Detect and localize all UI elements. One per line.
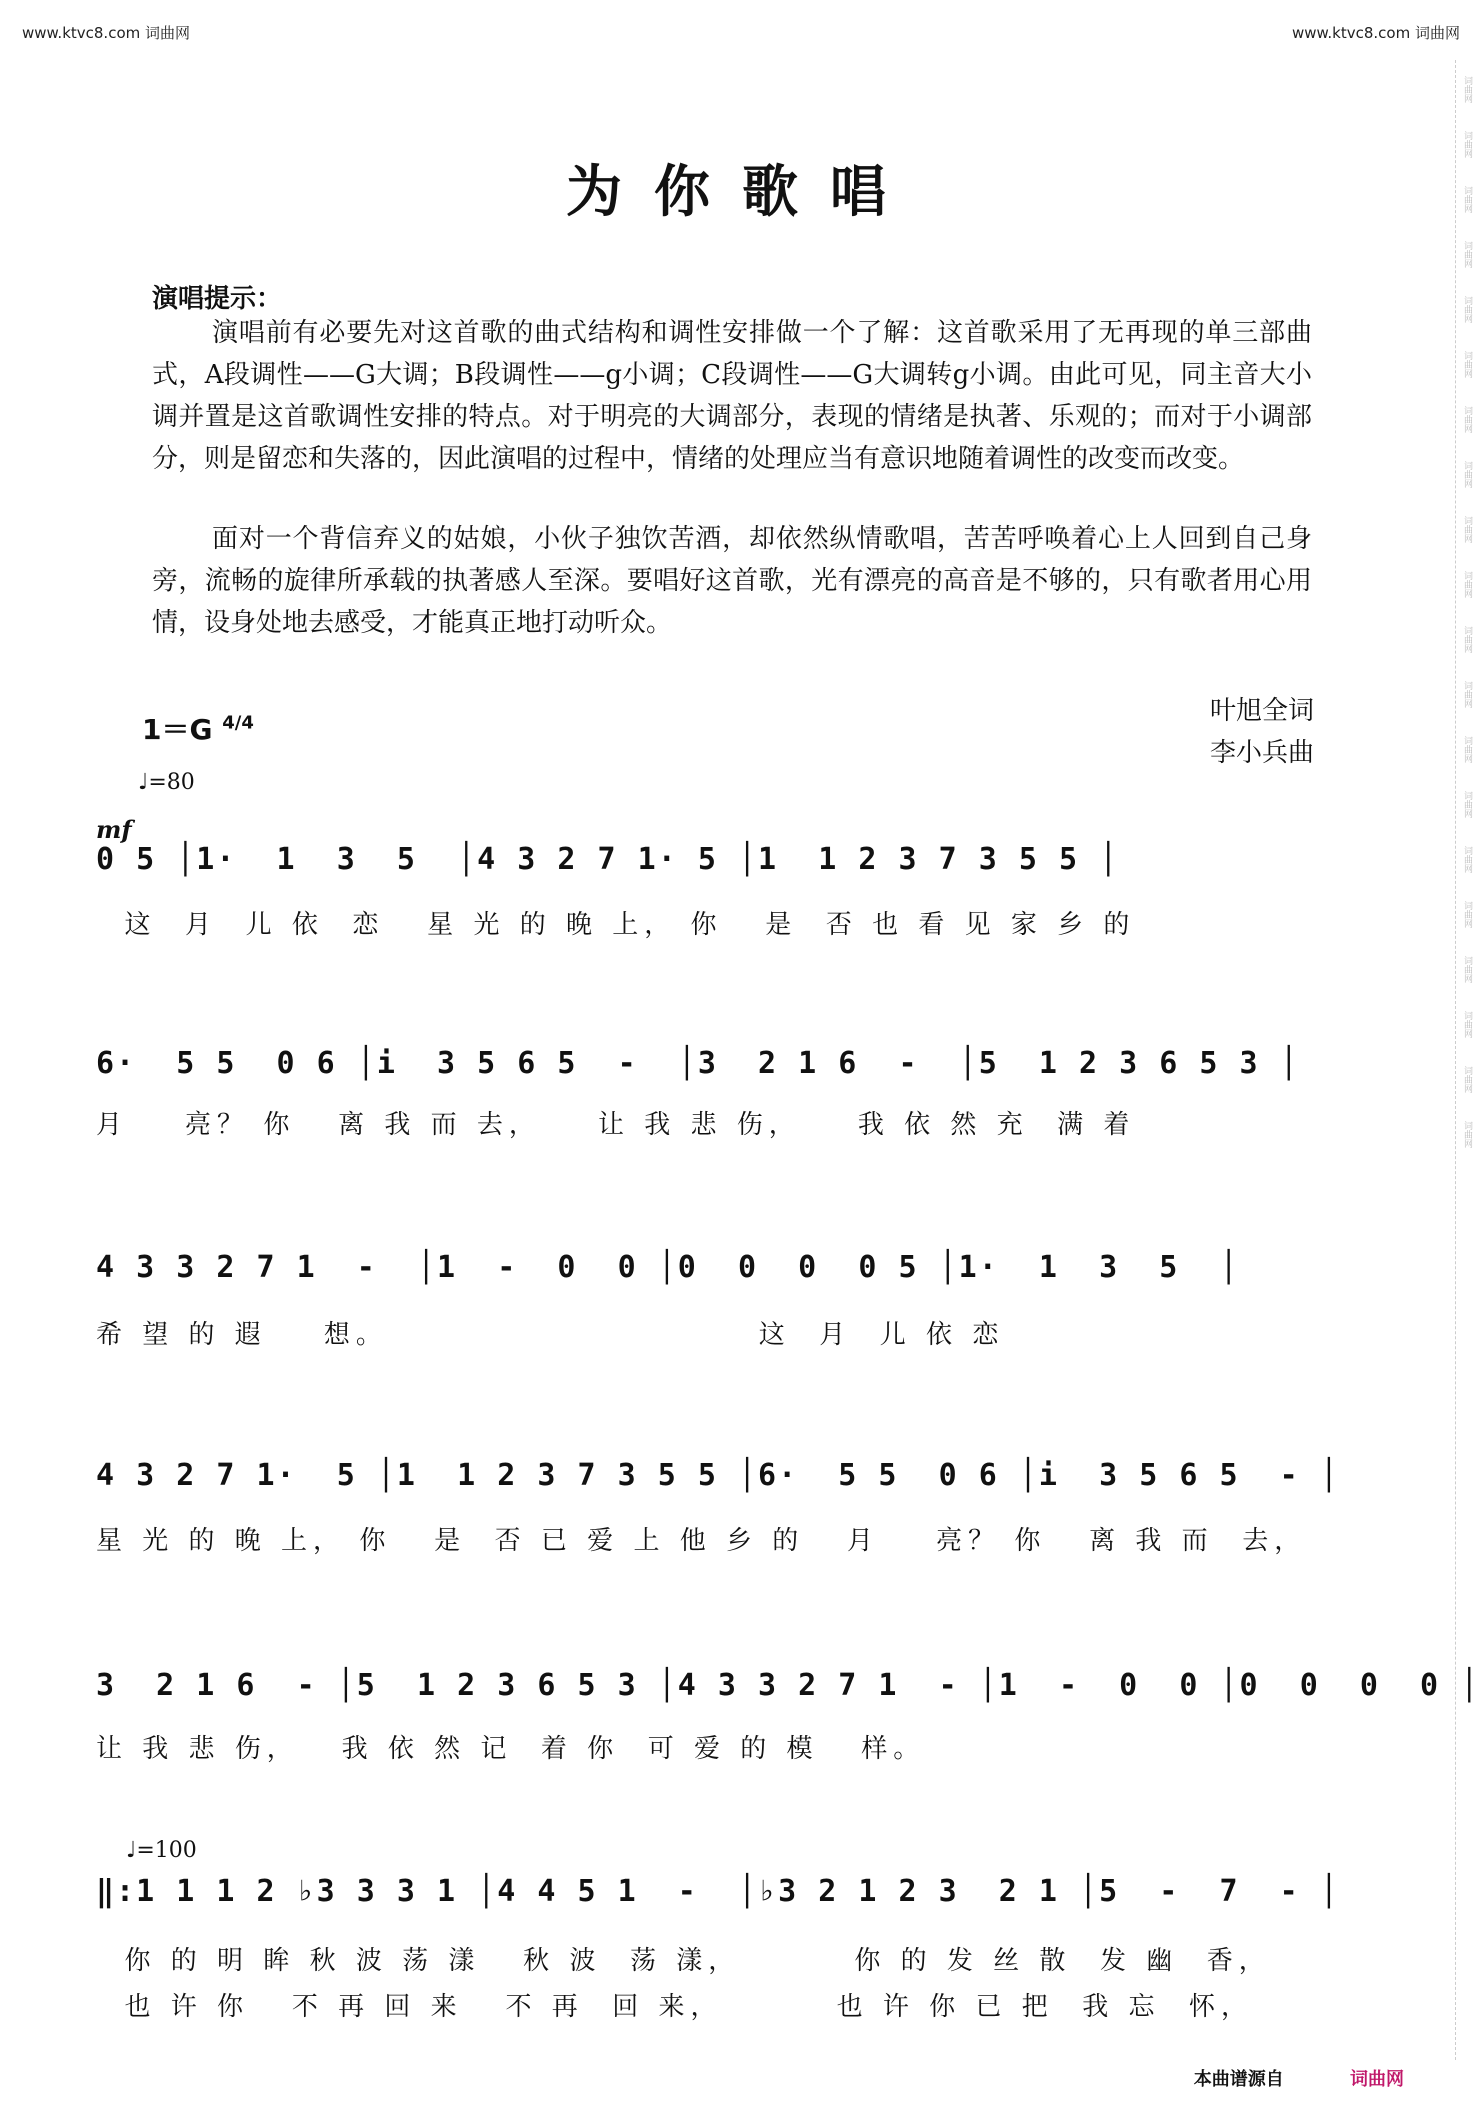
score-row-5-lyric: 让 我 悲 伤， 我 依 然 记 着 你 可 爱 的 模 样。 xyxy=(96,1734,926,1764)
score-row-2-lyric: 月 亮？ 你 离 我 而 去， 让 我 悲 伤， 我 依 然 充 满 着 xyxy=(96,1110,1136,1140)
lyricist: 叶旭全词 xyxy=(1210,696,1315,726)
score-row-6-lyric-2: 也 许 你 不 再 回 来 不 再 回 来， 也 许 你 已 把 我 忘 怀， xyxy=(96,1992,1253,2022)
tips-paragraph-2: 面对一个背信弃义的姑娘，小伙子独饮苦酒，却依然纵情歌唱，苦苦呼唤着心上人回到自己身旁，流畅的旋律所承载的执著感人至深。要唱好这首歌，光有漂亮的高音是不够的，只有歌者用心用情，设身处地去感受，才能真正地打动听众。 xyxy=(152,524,1312,638)
score-row-3-notes: 4 3 3 2 7 1 - │1 - 0 0 │0 0 0 0 5 │1· 1 3 5 │ xyxy=(96,1250,1240,1285)
score-row-4-notes: 4 3 2 7 1· 5 │1 1 2 3 7 3 5 5 │6· 5 5 0 6 │i 3 5 6 5 - │ xyxy=(96,1458,1340,1493)
time-signature: 4/4 xyxy=(222,712,254,734)
footer-source: 本曲谱源自 xyxy=(1193,2069,1284,2090)
tips-paragraph-1: 演唱前有必要先对这首歌的曲式结构和调性安排做一个了解：这首歌采用了无再现的单三部曲式，A段调性——G大调；B段调性——g小调；C段调性——G大调转g小调。由此可见，同主音大小调并置是这首歌调性安排的特点。对于明亮的大调部分，表现的情绪是执著、乐观的；而对于小调部分，则是留恋和失落的，因此演唱的过程中，情绪的处理应当有意识地随着调性的改变而改变。 xyxy=(152,318,1312,474)
footer-brand[interactable]: 词曲网 xyxy=(1350,2069,1404,2090)
score-row-6-lyric-1: 你 的 明 眸 秋 波 荡 漾 秋 波 荡 漾， 你 的 发 丝 散 发 幽 香， xyxy=(96,1946,1271,1976)
song-title: 为你歌唱 xyxy=(566,159,918,225)
score-row-3-lyric: 希 望 的 遐 想。 这 月 儿 依 恋 xyxy=(96,1320,1005,1350)
score-row-4-lyric: 星 光 的 晚 上， 你 是 否 已 爱 上 他 乡 的 月 亮？ 你 离 我 而 去， xyxy=(96,1526,1307,1556)
side-watermark-strip: 词曲网 词曲网 词曲网 词曲网 词曲网 词曲网 词曲网 词曲网 词曲网 词曲网 词曲网 词曲网 词曲网 词曲网 词曲网 词曲网 词曲网 词曲网 词曲网 词曲网 xyxy=(1455,60,1478,2060)
credits xyxy=(1210,690,1314,774)
footer xyxy=(1194,2065,1404,2091)
tempo-marking-2: ♩=100 xyxy=(126,1838,197,1863)
key-label: 1＝G xyxy=(142,713,213,746)
tips-heading: 演唱提示： xyxy=(152,284,283,314)
score-row-5-notes: 3 2 1 6 - │5 1 2 3 6 5 3 │4 3 3 2 7 1 - │1 - 0 0 │0 0 0 0 │ xyxy=(96,1668,1481,1703)
composer: 李小兵曲 xyxy=(1210,738,1315,768)
score-row-2-notes: 6· 5 5 0 6 │i 3 5 6 5 - │3 2 1 6 - │5 1 2 3 6 5 3 │ xyxy=(96,1046,1300,1081)
score-row-1-notes: 0 5 │1· 1 3 5 │4 3 2 7 1· 5 │1 1 2 3 7 3 5 5 │ xyxy=(96,842,1120,877)
site-header-left: www.ktvc8.com 词曲网 xyxy=(22,24,191,42)
key-signature xyxy=(142,708,254,748)
score-row-6-notes: ‖:1 1 1 2 ♭3 3 3 1 │4 4 5 1 - │♭3 2 1 2 3 2 1 │5 - 7 - │ xyxy=(96,1874,1340,1909)
site-header-right: www.ktvc8.com 词曲网 xyxy=(1291,24,1460,42)
dynamic-marking: mf xyxy=(96,815,132,844)
score-row-1-lyric: 这 月 儿 依 恋 星 光 的 晚 上， 你 是 否 也 看 见 家 乡 的 xyxy=(96,910,1136,940)
tempo-marking-1: ♩=80 xyxy=(138,770,195,795)
